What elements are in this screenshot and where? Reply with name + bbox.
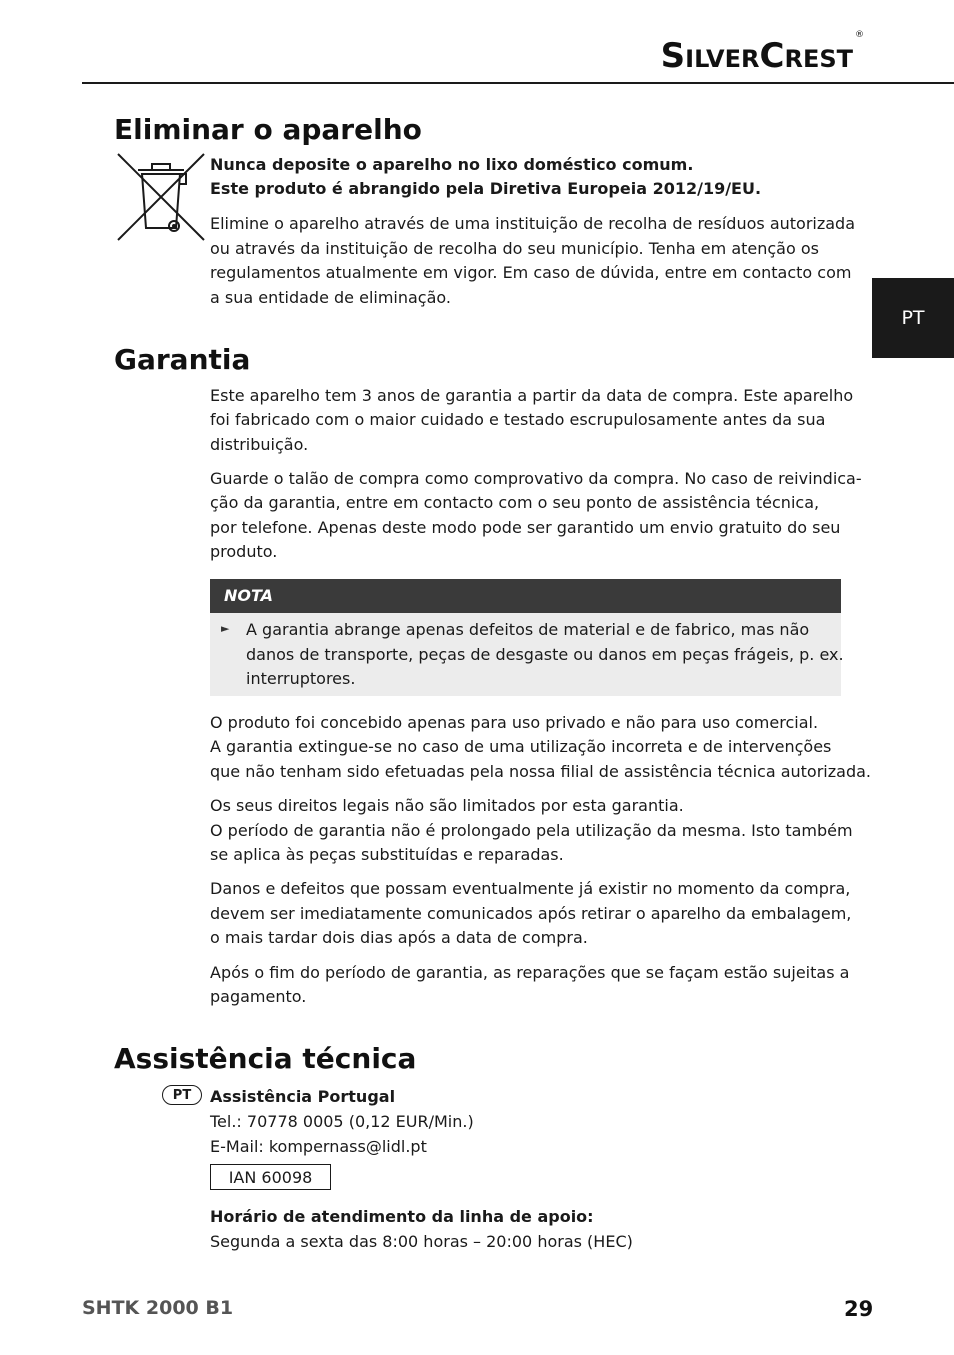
warranty-p6-line-1: Após o fim do período de garantia, as reparações que se façam estão sujeitas a	[210, 963, 850, 982]
language-tab-label: PT	[901, 307, 925, 329]
service-name: Assistência Portugal	[210, 1087, 396, 1106]
warranty-p4-line-2: O período de garantia não é prolongado pela utilização da mesma. Isto também	[210, 821, 853, 840]
hours-heading: Horário de atendimento da linha de apoio:	[210, 1207, 594, 1226]
disposal-text-line-1: Elimine o aparelho através de uma instituição de recolha de resíduos autorizada	[210, 214, 856, 233]
country-badge: PT	[162, 1085, 202, 1105]
service-title: Assistência técnica	[114, 1042, 417, 1075]
registered-mark: ®	[855, 29, 864, 40]
warranty-p1-line-3: distribuição.	[210, 435, 309, 454]
warranty-p3-line-2: A garantia extingue-se no caso de uma utilização incorreta e de intervenções	[210, 737, 832, 756]
header-rule	[82, 82, 954, 84]
warranty-p2-line-2: ção da garantia, entre em contacto com o seu ponto de assistência técnica,	[210, 493, 820, 512]
warranty-p4-line-3: se aplica às peças substituídas e reparadas.	[210, 845, 564, 864]
warranty-p2-line-3: por telefone. Apenas deste modo pode ser garantido um envio gratuito do seu	[210, 518, 841, 537]
warranty-p2-line-1: Guarde o talão de compra como comprovativo da compra. No caso de reivindica-	[210, 469, 862, 488]
disposal-warning-line-1: Nunca deposite o aparelho no lixo doméstico comum.	[210, 155, 694, 174]
ian-box: IAN 60098	[210, 1164, 331, 1190]
warranty-title: Garantia	[114, 343, 251, 376]
footer-model: SHTK 2000 B1	[82, 1297, 234, 1319]
note-line-2: danos de transporte, peças de desgaste ou danos em peças frágeis, p. ex.	[246, 645, 844, 664]
disposal-title: Eliminar o aparelho	[114, 113, 422, 146]
hours-text: Segunda a sexta das 8:00 horas – 20:00 horas (HEC)	[210, 1232, 633, 1251]
service-tel: Tel.: 70778 0005 (0,12 EUR/Min.)	[210, 1112, 474, 1131]
warranty-p5-line-2: devem ser imediatamente comunicados após retirar o aparelho da embalagem,	[210, 904, 852, 923]
note-line-1: A garantia abrange apenas defeitos de material e de fabrico, mas não	[246, 620, 810, 639]
disposal-text-line-4: a sua entidade de eliminação.	[210, 288, 451, 307]
warranty-p3-line-3: que não tenham sido efetuadas pela nossa filial de assistência técnica autorizada.	[210, 762, 871, 781]
note-bullet-icon: ►	[221, 622, 230, 635]
page-number: 29	[844, 1297, 874, 1321]
note-line-3: interruptores.	[246, 669, 356, 688]
warranty-p5-line-3: o mais tardar dois dias após a data de compra.	[210, 928, 588, 947]
service-email: E-Mail: kompernass@lidl.pt	[210, 1137, 427, 1156]
warranty-p3-line-1: O produto foi concebido apenas para uso privado e não para uso comercial.	[210, 713, 819, 732]
brand-logo	[660, 29, 864, 76]
warranty-p1-line-1: Este aparelho tem 3 anos de garantia a partir da data de compra. Este aparelho	[210, 386, 854, 405]
note-heading: NOTA	[210, 579, 841, 613]
warranty-p1-line-2: foi fabricado com o maior cuidado e testado escrupulosamente antes da sua	[210, 410, 826, 429]
crossed-out-wheelie-bin-icon	[116, 152, 206, 242]
disposal-warning-line-2: Este produto é abrangido pela Diretiva Europeia 2012/19/EU.	[210, 179, 762, 198]
warranty-p2-line-4: produto.	[210, 542, 278, 561]
brand-name: SilverCrest	[660, 36, 853, 76]
disposal-text-line-2: ou através da instituição de recolha do seu município. Tenha em atenção os	[210, 239, 819, 258]
disposal-text-line-3: regulamentos atualmente em vigor. Em caso de dúvida, entre em contacto com	[210, 263, 852, 282]
warranty-p5-line-1: Danos e defeitos que possam eventualmente já existir no momento da compra,	[210, 879, 851, 898]
warranty-p4-line-1: Os seus direitos legais não são limitados por esta garantia.	[210, 796, 684, 815]
warranty-p6-line-2: pagamento.	[210, 987, 307, 1006]
language-tab	[872, 278, 954, 358]
